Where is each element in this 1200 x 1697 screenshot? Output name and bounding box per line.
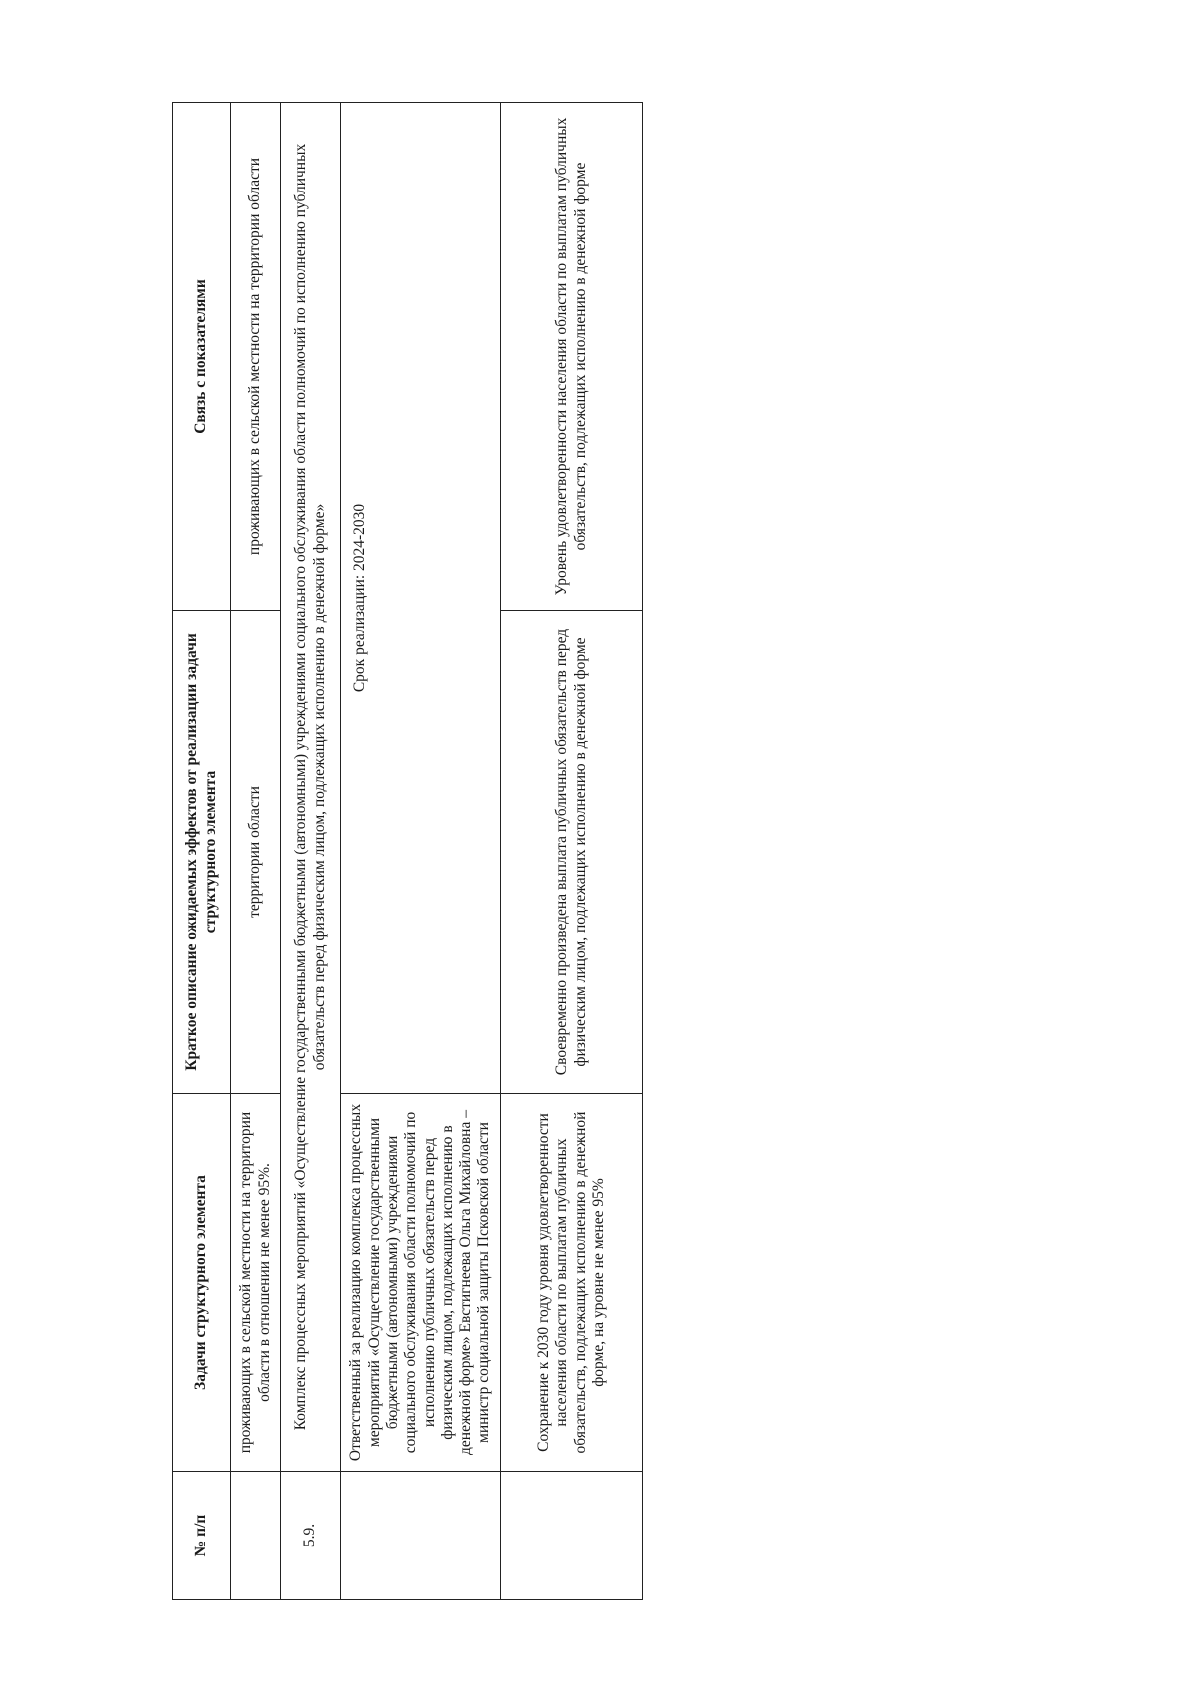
complex-title: Комплекс процессных мероприятий «Осуществление государственными бюджетными (автономными) учреждениями социального обслуживания области полномочий по исполнению публичных обязательств перед физическим лицом, подлежащих исполнению в денежной форме» (281, 103, 341, 1472)
header-num: № п/п (173, 1472, 231, 1600)
row1-num (231, 1472, 281, 1600)
table-row (341, 103, 501, 1600)
implementation-term: Срок реализации: 2024-2030 (341, 103, 501, 1094)
table-row (501, 103, 643, 1600)
row4-effects: Своевременно произведена выплата публичных обязательств перед физическим лицом, подлежащих исполнению в денежной форме (501, 611, 643, 1094)
structural-elements-table (172, 102, 643, 1600)
row4-tasks: Сохранение к 2030 году уровня удовлетворенности населения области по выплатам публичных обязательств, подлежащих исполнению в денежной форме, на уровне не менее 95% (501, 1094, 643, 1472)
header-tasks: Задачи структурного элемента (173, 1094, 231, 1472)
row3-num (341, 1472, 501, 1600)
table-row (231, 103, 281, 1600)
responsible-person: Ответственный за реализацию комплекса процессных мероприятий «Осуществление государственными бюджетными (автономными) учреждениями социального обслуживания области полномочий по исполнению публичных обязательств перед физическим лицом, подлежащих исполнению в денежной форме» Евстигнеева Ольга Михайловна – министр социальной защиты Псковской области (341, 1094, 501, 1472)
header-link: Связь с показателями (173, 103, 231, 611)
row4-num (501, 1472, 643, 1600)
row2-num: 5.9. (281, 1472, 341, 1600)
row1-effects: территории области (231, 611, 281, 1094)
rotated-page (172, 103, 642, 1600)
header-row (173, 103, 231, 1600)
header-effects: Краткое описание ожидаемых эффектов от реализации задачи структурного элемента (173, 611, 231, 1094)
row4-link: Уровень удовлетворенности населения области по выплатам публичных обязательств, подлежащих исполнению в денежной форме (501, 103, 643, 611)
table-row (281, 103, 341, 1600)
row1-tasks: проживающих в сельской местности на территории области в отношении не менее 95%. (231, 1094, 281, 1472)
row1-link: проживающих в сельской местности на территории области (231, 103, 281, 611)
